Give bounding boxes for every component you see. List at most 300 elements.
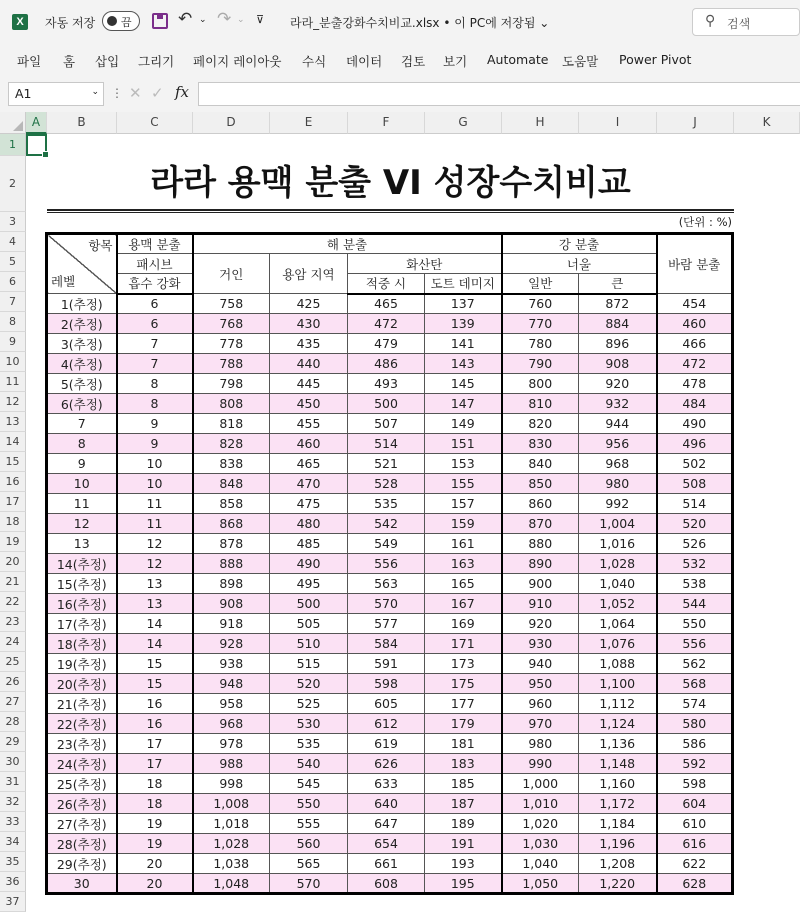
cell-absorb[interactable]: 12 bbox=[117, 554, 193, 574]
cell-cast[interactable]: 465 bbox=[348, 294, 425, 314]
cell-level[interactable]: 7 bbox=[47, 414, 117, 434]
cell-absorb[interactable]: 7 bbox=[117, 354, 193, 374]
cell-normal[interactable]: 870 bbox=[502, 514, 579, 534]
cell-normal[interactable]: 980 bbox=[502, 734, 579, 754]
cell-dot[interactable]: 159 bbox=[425, 514, 502, 534]
cell-normal[interactable]: 770 bbox=[502, 314, 579, 334]
cell-wind[interactable]: 550 bbox=[657, 614, 733, 634]
cell-lava[interactable]: 555 bbox=[270, 814, 348, 834]
cell-dot[interactable]: 161 bbox=[425, 534, 502, 554]
cell-big[interactable]: 1,196 bbox=[579, 834, 657, 854]
row-header-11[interactable]: 11 bbox=[0, 372, 26, 392]
cell-absorb[interactable]: 18 bbox=[117, 794, 193, 814]
cell-level[interactable]: 25(추정) bbox=[47, 774, 117, 794]
row-header-21[interactable]: 21 bbox=[0, 572, 26, 592]
tab-draw[interactable]: 그리기 bbox=[138, 54, 175, 69]
header-passive[interactable]: 패시브 bbox=[117, 254, 193, 274]
row-header-4[interactable]: 4 bbox=[0, 232, 26, 252]
cell-absorb[interactable]: 11 bbox=[117, 494, 193, 514]
cell-cast[interactable]: 521 bbox=[348, 454, 425, 474]
header-normal[interactable]: 일반 bbox=[502, 274, 579, 294]
cell-lava[interactable]: 425 bbox=[270, 294, 348, 314]
cell-big[interactable]: 1,004 bbox=[579, 514, 657, 534]
tab-help[interactable]: 도움말 bbox=[562, 54, 599, 69]
undo-dropdown-icon[interactable]: ⌄ bbox=[199, 15, 207, 25]
tab-file[interactable]: 파일 bbox=[17, 54, 42, 69]
cell-level[interactable]: 27(추정) bbox=[47, 814, 117, 834]
row-header-19[interactable]: 19 bbox=[0, 532, 26, 552]
cell-big[interactable]: 956 bbox=[579, 434, 657, 454]
row-header-36[interactable]: 36 bbox=[0, 872, 26, 892]
cell-absorb[interactable]: 7 bbox=[117, 334, 193, 354]
cell-cast[interactable]: 647 bbox=[348, 814, 425, 834]
cell-cast[interactable]: 584 bbox=[348, 634, 425, 654]
cell-giant[interactable]: 818 bbox=[193, 414, 270, 434]
cell-wind[interactable]: 484 bbox=[657, 394, 733, 414]
formula-input[interactable] bbox=[198, 82, 800, 106]
row-header-3[interactable]: 3 bbox=[0, 212, 26, 232]
cell-giant[interactable]: 1,008 bbox=[193, 794, 270, 814]
cell-lava[interactable]: 565 bbox=[270, 854, 348, 874]
cell-absorb[interactable]: 9 bbox=[117, 414, 193, 434]
cell-normal[interactable]: 780 bbox=[502, 334, 579, 354]
header-dragon[interactable]: 용맥 분출 bbox=[117, 234, 193, 254]
cell-giant[interactable]: 968 bbox=[193, 714, 270, 734]
cell-dot[interactable]: 157 bbox=[425, 494, 502, 514]
formula-bar-grip-icon[interactable]: ⋮ bbox=[111, 86, 123, 100]
cell-cast[interactable]: 500 bbox=[348, 394, 425, 414]
cell-dot[interactable]: 153 bbox=[425, 454, 502, 474]
row-header-24[interactable]: 24 bbox=[0, 632, 26, 652]
cell-absorb[interactable]: 10 bbox=[117, 454, 193, 474]
column-header-j[interactable]: J bbox=[657, 112, 734, 134]
name-box[interactable] bbox=[8, 82, 104, 106]
cell-wind[interactable]: 466 bbox=[657, 334, 733, 354]
cell-lava[interactable]: 500 bbox=[270, 594, 348, 614]
cell-normal[interactable]: 930 bbox=[502, 634, 579, 654]
cell-giant[interactable]: 998 bbox=[193, 774, 270, 794]
cell-cast[interactable]: 640 bbox=[348, 794, 425, 814]
cell-dot[interactable]: 151 bbox=[425, 434, 502, 454]
row-header-35[interactable]: 35 bbox=[0, 852, 26, 872]
cell-big[interactable]: 1,220 bbox=[579, 874, 657, 894]
cell-giant[interactable]: 828 bbox=[193, 434, 270, 454]
cell-absorb[interactable]: 13 bbox=[117, 574, 193, 594]
cell-wind[interactable]: 628 bbox=[657, 874, 733, 894]
row-header-33[interactable]: 33 bbox=[0, 812, 26, 832]
row-header-18[interactable]: 18 bbox=[0, 512, 26, 532]
header-absorb[interactable]: 흡수 강화 bbox=[117, 274, 193, 294]
cell-wind[interactable]: 544 bbox=[657, 594, 733, 614]
cell-normal[interactable]: 810 bbox=[502, 394, 579, 414]
tab-home[interactable]: 홈 bbox=[63, 54, 76, 69]
cell-dot[interactable]: 187 bbox=[425, 794, 502, 814]
cell-absorb[interactable]: 14 bbox=[117, 634, 193, 654]
cell-wind[interactable]: 538 bbox=[657, 574, 733, 594]
row-header-15[interactable]: 15 bbox=[0, 452, 26, 472]
column-header-c[interactable]: C bbox=[117, 112, 193, 134]
cell-cast[interactable]: 577 bbox=[348, 614, 425, 634]
cell-normal[interactable]: 950 bbox=[502, 674, 579, 694]
cell-lava[interactable]: 485 bbox=[270, 534, 348, 554]
cell-dot[interactable]: 175 bbox=[425, 674, 502, 694]
cell-dot[interactable]: 179 bbox=[425, 714, 502, 734]
cell-big[interactable]: 896 bbox=[579, 334, 657, 354]
cell-cast[interactable]: 535 bbox=[348, 494, 425, 514]
enter-icon[interactable]: ✓ bbox=[151, 84, 164, 102]
tab-automate[interactable]: Automate bbox=[487, 52, 549, 67]
cell-level[interactable]: 4(추정) bbox=[47, 354, 117, 374]
cell-wind[interactable]: 574 bbox=[657, 694, 733, 714]
cell-wind[interactable]: 622 bbox=[657, 854, 733, 874]
column-header-k[interactable]: K bbox=[734, 112, 800, 134]
cell-dot[interactable]: 145 bbox=[425, 374, 502, 394]
cell-wind[interactable]: 514 bbox=[657, 494, 733, 514]
row-header-13[interactable]: 13 bbox=[0, 412, 26, 432]
cell-dot[interactable]: 141 bbox=[425, 334, 502, 354]
tab-view[interactable]: 보기 bbox=[443, 54, 468, 69]
cell-big[interactable]: 1,160 bbox=[579, 774, 657, 794]
cell-wind[interactable]: 508 bbox=[657, 474, 733, 494]
cell-level[interactable]: 20(추정) bbox=[47, 674, 117, 694]
cell-wind[interactable]: 454 bbox=[657, 294, 733, 314]
cell-cast[interactable]: 661 bbox=[348, 854, 425, 874]
row-header-22[interactable]: 22 bbox=[0, 592, 26, 612]
cell-big[interactable]: 1,112 bbox=[579, 694, 657, 714]
name-box-dropdown-icon[interactable]: ⌄ bbox=[91, 87, 99, 97]
cell-normal[interactable]: 910 bbox=[502, 594, 579, 614]
cell-normal[interactable]: 890 bbox=[502, 554, 579, 574]
cell-wind[interactable]: 478 bbox=[657, 374, 733, 394]
cell-level[interactable]: 1(추정) bbox=[47, 294, 117, 314]
cell-cast[interactable]: 654 bbox=[348, 834, 425, 854]
cell-lava[interactable]: 530 bbox=[270, 714, 348, 734]
customize-qat-icon[interactable]: ⊽ bbox=[256, 13, 265, 26]
cell-absorb[interactable]: 13 bbox=[117, 594, 193, 614]
cell-cast[interactable]: 605 bbox=[348, 694, 425, 714]
cell-level[interactable]: 8 bbox=[47, 434, 117, 454]
cell-cast[interactable]: 591 bbox=[348, 654, 425, 674]
cell-giant[interactable]: 848 bbox=[193, 474, 270, 494]
tab-power-pivot[interactable]: Power Pivot bbox=[619, 52, 692, 67]
cell-level[interactable]: 30 bbox=[47, 874, 117, 894]
insert-function-icon[interactable]: fx bbox=[175, 83, 190, 101]
cell-level[interactable]: 11 bbox=[47, 494, 117, 514]
cell-level[interactable]: 3(추정) bbox=[47, 334, 117, 354]
cell-absorb[interactable]: 16 bbox=[117, 714, 193, 734]
cell-normal[interactable]: 1,010 bbox=[502, 794, 579, 814]
cell-cast[interactable]: 479 bbox=[348, 334, 425, 354]
cell-dot[interactable]: 139 bbox=[425, 314, 502, 334]
cell-giant[interactable]: 898 bbox=[193, 574, 270, 594]
cell-wind[interactable]: 598 bbox=[657, 774, 733, 794]
cell-level[interactable]: 18(추정) bbox=[47, 634, 117, 654]
row-header-32[interactable]: 32 bbox=[0, 792, 26, 812]
cell-normal[interactable]: 880 bbox=[502, 534, 579, 554]
cell-dot[interactable]: 181 bbox=[425, 734, 502, 754]
cell-lava[interactable]: 545 bbox=[270, 774, 348, 794]
cell-cast[interactable]: 626 bbox=[348, 754, 425, 774]
cell-cast[interactable]: 612 bbox=[348, 714, 425, 734]
column-header-a[interactable]: A bbox=[26, 112, 47, 134]
cell-dot[interactable]: 137 bbox=[425, 294, 502, 314]
cell-absorb[interactable]: 17 bbox=[117, 734, 193, 754]
cell-big[interactable]: 1,172 bbox=[579, 794, 657, 814]
cell-wind[interactable]: 532 bbox=[657, 554, 733, 574]
cell-giant[interactable]: 958 bbox=[193, 694, 270, 714]
cell-giant[interactable]: 988 bbox=[193, 754, 270, 774]
cell-giant[interactable]: 918 bbox=[193, 614, 270, 634]
cell-cast[interactable]: 608 bbox=[348, 874, 425, 894]
cell-big[interactable]: 1,208 bbox=[579, 854, 657, 874]
cell-wind[interactable]: 604 bbox=[657, 794, 733, 814]
cell-level[interactable]: 19(추정) bbox=[47, 654, 117, 674]
header-lava[interactable]: 용암 지역 bbox=[270, 254, 348, 294]
header-cast[interactable]: 적중 시 bbox=[348, 274, 425, 294]
cell-giant[interactable]: 948 bbox=[193, 674, 270, 694]
cell-normal[interactable]: 920 bbox=[502, 614, 579, 634]
cell-giant[interactable]: 978 bbox=[193, 734, 270, 754]
row-header-29[interactable]: 29 bbox=[0, 732, 26, 752]
cell-lava[interactable]: 540 bbox=[270, 754, 348, 774]
cell-dot[interactable]: 165 bbox=[425, 574, 502, 594]
cell-lava[interactable]: 455 bbox=[270, 414, 348, 434]
cell-wind[interactable]: 490 bbox=[657, 414, 733, 434]
cell-absorb[interactable]: 18 bbox=[117, 774, 193, 794]
cell-cast[interactable]: 514 bbox=[348, 434, 425, 454]
select-all-button[interactable] bbox=[0, 112, 26, 134]
cell-lava[interactable]: 450 bbox=[270, 394, 348, 414]
cell-level[interactable]: 29(추정) bbox=[47, 854, 117, 874]
header-volcano[interactable]: 화산탄 bbox=[348, 254, 502, 274]
cell-level[interactable]: 14(추정) bbox=[47, 554, 117, 574]
cell-wind[interactable]: 556 bbox=[657, 634, 733, 654]
cell-absorb[interactable]: 20 bbox=[117, 854, 193, 874]
cell-cast[interactable]: 633 bbox=[348, 774, 425, 794]
column-header-h[interactable]: H bbox=[502, 112, 579, 134]
cell-giant[interactable]: 1,048 bbox=[193, 874, 270, 894]
cell-cast[interactable]: 563 bbox=[348, 574, 425, 594]
unit-label[interactable]: (단위 : %) bbox=[678, 215, 732, 229]
cell-level[interactable]: 21(추정) bbox=[47, 694, 117, 714]
header-wind[interactable]: 바람 분출 bbox=[657, 234, 733, 294]
cell-lava[interactable]: 465 bbox=[270, 454, 348, 474]
cell-level[interactable]: 16(추정) bbox=[47, 594, 117, 614]
cell-absorb[interactable]: 16 bbox=[117, 694, 193, 714]
column-header-d[interactable]: D bbox=[193, 112, 270, 134]
cell-lava[interactable]: 515 bbox=[270, 654, 348, 674]
header-sea[interactable]: 해 분출 bbox=[193, 234, 502, 254]
cell-giant[interactable]: 768 bbox=[193, 314, 270, 334]
cell-level[interactable]: 13 bbox=[47, 534, 117, 554]
cell-absorb[interactable]: 11 bbox=[117, 514, 193, 534]
cell-cast[interactable]: 528 bbox=[348, 474, 425, 494]
cell-lava[interactable]: 475 bbox=[270, 494, 348, 514]
cell-cast[interactable]: 570 bbox=[348, 594, 425, 614]
cell-level[interactable]: 23(추정) bbox=[47, 734, 117, 754]
row-header-37[interactable]: 37 bbox=[0, 892, 26, 912]
redo-icon[interactable]: ↷ bbox=[217, 9, 232, 29]
cell-dot[interactable]: 163 bbox=[425, 554, 502, 574]
cell-dot[interactable]: 189 bbox=[425, 814, 502, 834]
cell-lava[interactable]: 525 bbox=[270, 694, 348, 714]
cell-giant[interactable]: 808 bbox=[193, 394, 270, 414]
cell-big[interactable]: 992 bbox=[579, 494, 657, 514]
cell-lava[interactable]: 570 bbox=[270, 874, 348, 894]
column-header-e[interactable]: E bbox=[270, 112, 348, 134]
cell-absorb[interactable]: 9 bbox=[117, 434, 193, 454]
cell-dot[interactable]: 171 bbox=[425, 634, 502, 654]
cell-giant[interactable]: 788 bbox=[193, 354, 270, 374]
cell-lava[interactable]: 560 bbox=[270, 834, 348, 854]
cell-big[interactable]: 1,136 bbox=[579, 734, 657, 754]
cell-cast[interactable]: 549 bbox=[348, 534, 425, 554]
cell-normal[interactable]: 860 bbox=[502, 494, 579, 514]
cell-giant[interactable]: 798 bbox=[193, 374, 270, 394]
cell-normal[interactable]: 820 bbox=[502, 414, 579, 434]
cell-dot[interactable]: 191 bbox=[425, 834, 502, 854]
cell-big[interactable]: 1,088 bbox=[579, 654, 657, 674]
cell-big[interactable]: 944 bbox=[579, 414, 657, 434]
cell-absorb[interactable]: 12 bbox=[117, 534, 193, 554]
cell-wind[interactable]: 592 bbox=[657, 754, 733, 774]
cell-big[interactable]: 1,016 bbox=[579, 534, 657, 554]
cell-normal[interactable]: 940 bbox=[502, 654, 579, 674]
column-header-g[interactable]: G bbox=[425, 112, 502, 134]
cell-absorb[interactable]: 17 bbox=[117, 754, 193, 774]
row-header-10[interactable]: 10 bbox=[0, 352, 26, 372]
row-header-20[interactable]: 20 bbox=[0, 552, 26, 572]
cell-big[interactable]: 1,028 bbox=[579, 554, 657, 574]
cell-cast[interactable]: 619 bbox=[348, 734, 425, 754]
row-header-23[interactable]: 23 bbox=[0, 612, 26, 632]
cell-absorb[interactable]: 15 bbox=[117, 674, 193, 694]
cell-big[interactable]: 884 bbox=[579, 314, 657, 334]
cell-normal[interactable]: 790 bbox=[502, 354, 579, 374]
cell-giant[interactable]: 1,018 bbox=[193, 814, 270, 834]
cell-wind[interactable]: 520 bbox=[657, 514, 733, 534]
cell-big[interactable]: 1,148 bbox=[579, 754, 657, 774]
cell-normal[interactable]: 960 bbox=[502, 694, 579, 714]
row-header-6[interactable]: 6 bbox=[0, 272, 26, 292]
cell-cast[interactable]: 598 bbox=[348, 674, 425, 694]
cell-big[interactable]: 908 bbox=[579, 354, 657, 374]
cell-absorb[interactable]: 14 bbox=[117, 614, 193, 634]
cell-giant[interactable]: 938 bbox=[193, 654, 270, 674]
cell-wind[interactable]: 496 bbox=[657, 434, 733, 454]
cell-dot[interactable]: 155 bbox=[425, 474, 502, 494]
cell-level[interactable]: 5(추정) bbox=[47, 374, 117, 394]
active-cell-a1[interactable] bbox=[26, 134, 47, 156]
row-header-12[interactable]: 12 bbox=[0, 392, 26, 412]
cell-normal[interactable]: 800 bbox=[502, 374, 579, 394]
cell-cast[interactable]: 472 bbox=[348, 314, 425, 334]
cell-big[interactable]: 980 bbox=[579, 474, 657, 494]
header-big[interactable]: 큰 bbox=[579, 274, 657, 294]
cell-absorb[interactable]: 10 bbox=[117, 474, 193, 494]
search-box[interactable] bbox=[692, 8, 800, 36]
cell-giant[interactable]: 888 bbox=[193, 554, 270, 574]
cell-giant[interactable]: 868 bbox=[193, 514, 270, 534]
column-header-i[interactable]: I bbox=[579, 112, 657, 134]
cell-dot[interactable]: 147 bbox=[425, 394, 502, 414]
cell-wind[interactable]: 616 bbox=[657, 834, 733, 854]
tab-page-layout[interactable]: 페이지 레이아웃 bbox=[193, 54, 282, 69]
cell-big[interactable]: 1,064 bbox=[579, 614, 657, 634]
cell-lava[interactable]: 505 bbox=[270, 614, 348, 634]
cell-level[interactable]: 10 bbox=[47, 474, 117, 494]
row-header-17[interactable]: 17 bbox=[0, 492, 26, 512]
cell-lava[interactable]: 470 bbox=[270, 474, 348, 494]
row-header-34[interactable]: 34 bbox=[0, 832, 26, 852]
cell-dot[interactable]: 149 bbox=[425, 414, 502, 434]
cell-lava[interactable]: 430 bbox=[270, 314, 348, 334]
redo-dropdown-icon[interactable]: ⌄ bbox=[237, 15, 245, 25]
cell-lava[interactable]: 535 bbox=[270, 734, 348, 754]
cell-lava[interactable]: 440 bbox=[270, 354, 348, 374]
cell-wind[interactable]: 580 bbox=[657, 714, 733, 734]
growth-table[interactable] bbox=[45, 232, 734, 895]
cell-big[interactable]: 1,076 bbox=[579, 634, 657, 654]
cell-cast[interactable]: 556 bbox=[348, 554, 425, 574]
header-giant[interactable]: 거인 bbox=[193, 254, 270, 294]
cell-giant[interactable]: 928 bbox=[193, 634, 270, 654]
cell-wind[interactable]: 586 bbox=[657, 734, 733, 754]
cell-wind[interactable]: 562 bbox=[657, 654, 733, 674]
cell-big[interactable]: 1,100 bbox=[579, 674, 657, 694]
cell-level[interactable]: 15(추정) bbox=[47, 574, 117, 594]
cell-dot[interactable]: 177 bbox=[425, 694, 502, 714]
cell-normal[interactable]: 1,030 bbox=[502, 834, 579, 854]
cell-giant[interactable]: 1,028 bbox=[193, 834, 270, 854]
cell-absorb[interactable]: 15 bbox=[117, 654, 193, 674]
row-header-28[interactable]: 28 bbox=[0, 712, 26, 732]
row-header-27[interactable]: 27 bbox=[0, 692, 26, 712]
column-header-f[interactable]: F bbox=[348, 112, 425, 134]
cell-level[interactable]: 2(추정) bbox=[47, 314, 117, 334]
undo-icon[interactable]: ↶ bbox=[178, 9, 193, 29]
cell-level[interactable]: 9 bbox=[47, 454, 117, 474]
save-icon[interactable] bbox=[152, 13, 168, 29]
cell-dot[interactable]: 173 bbox=[425, 654, 502, 674]
cell-level[interactable]: 17(추정) bbox=[47, 614, 117, 634]
document-title[interactable]: 라라_분출강화수치비교.xlsx • 이 PC에 저장됨 ⌄ bbox=[290, 16, 550, 30]
row-header-26[interactable]: 26 bbox=[0, 672, 26, 692]
cell-normal[interactable]: 900 bbox=[502, 574, 579, 594]
cell-lava[interactable]: 495 bbox=[270, 574, 348, 594]
cell-level[interactable]: 6(추정) bbox=[47, 394, 117, 414]
cell-normal[interactable]: 850 bbox=[502, 474, 579, 494]
cell-wind[interactable]: 568 bbox=[657, 674, 733, 694]
row-header-16[interactable]: 16 bbox=[0, 472, 26, 492]
cell-level[interactable]: 12 bbox=[47, 514, 117, 534]
worksheet-grid[interactable] bbox=[0, 112, 800, 914]
cell-giant[interactable]: 838 bbox=[193, 454, 270, 474]
sheet-title[interactable]: 라라 용맥 분출 VI 성장수치비교 bbox=[150, 163, 631, 203]
row-header-2[interactable]: 2 bbox=[0, 156, 26, 212]
cell-wind[interactable]: 460 bbox=[657, 314, 733, 334]
cell-big[interactable]: 1,124 bbox=[579, 714, 657, 734]
cell-absorb[interactable]: 6 bbox=[117, 294, 193, 314]
cell-absorb[interactable]: 8 bbox=[117, 394, 193, 414]
row-header-25[interactable]: 25 bbox=[0, 652, 26, 672]
cell-dot[interactable]: 193 bbox=[425, 854, 502, 874]
cell-absorb[interactable]: 6 bbox=[117, 314, 193, 334]
cell-lava[interactable]: 445 bbox=[270, 374, 348, 394]
cell-wind[interactable]: 472 bbox=[657, 354, 733, 374]
row-header-31[interactable]: 31 bbox=[0, 772, 26, 792]
cell-normal[interactable]: 840 bbox=[502, 454, 579, 474]
